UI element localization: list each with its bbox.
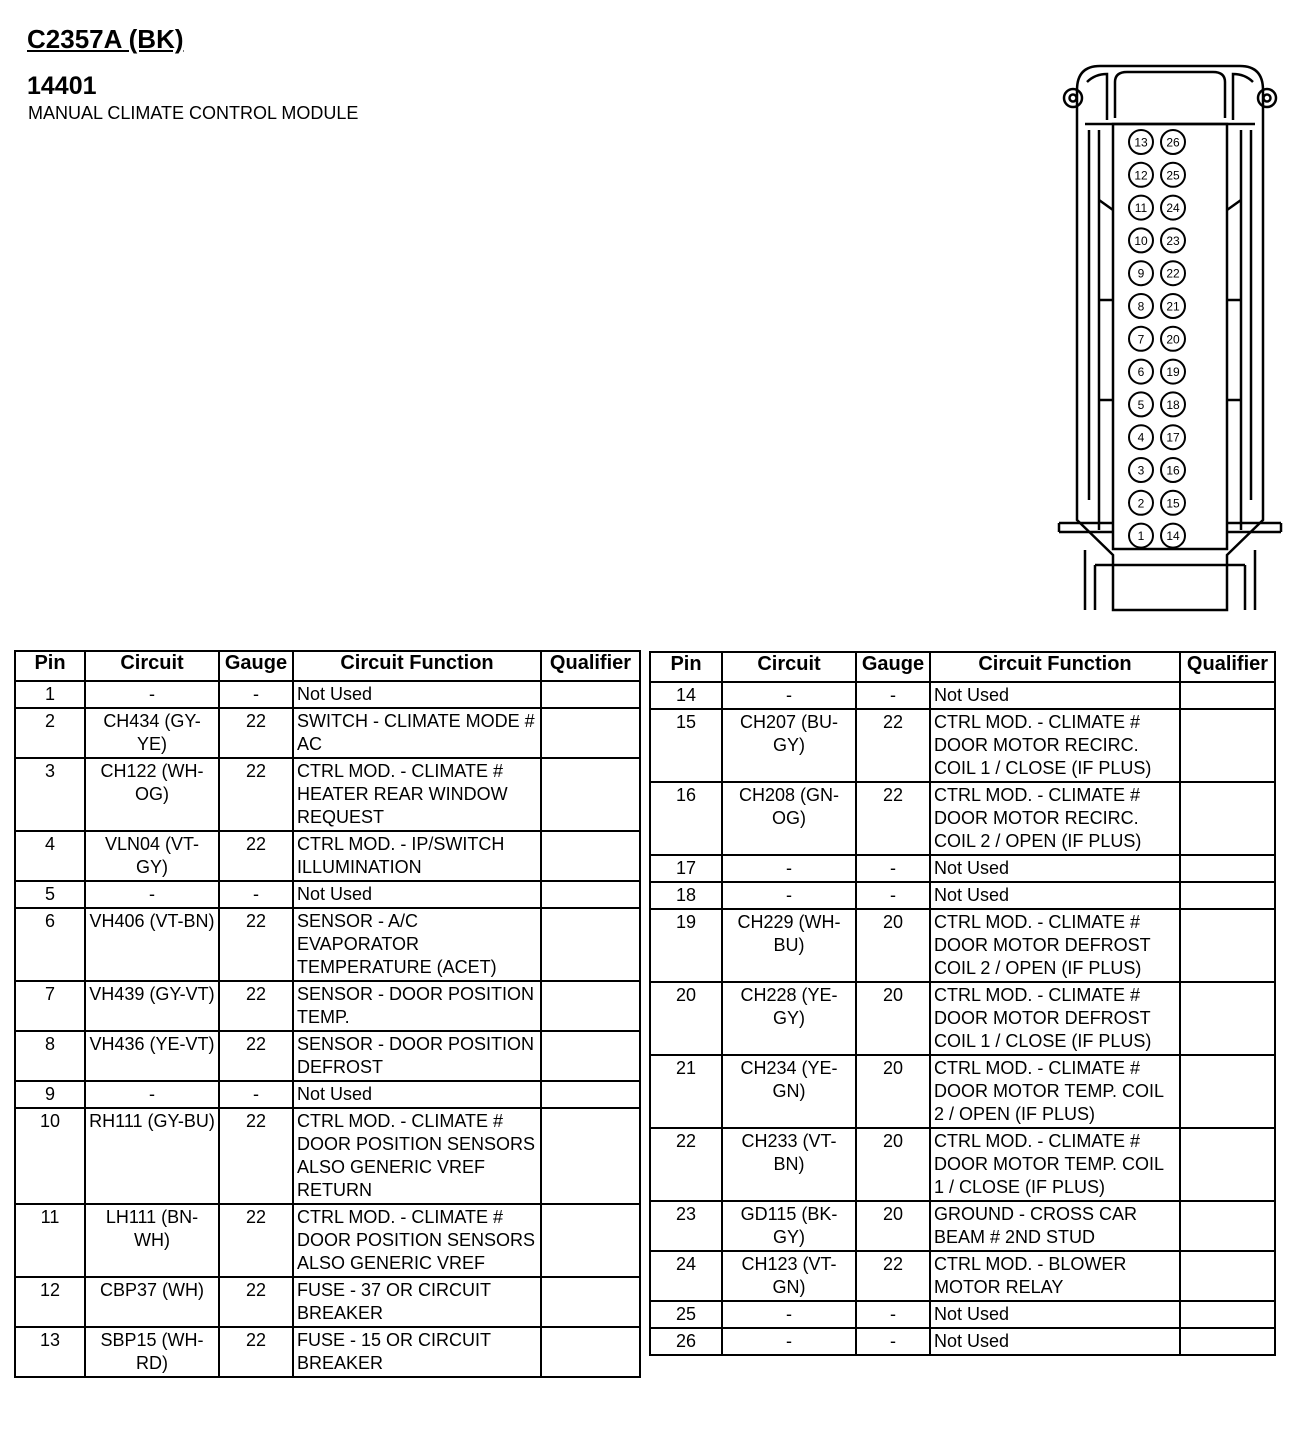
- header-circuit: Circuit: [85, 651, 219, 681]
- circuit-cell: RH111 (GY-BU): [85, 1108, 219, 1204]
- circuit-cell: LH111 (BN-WH): [85, 1204, 219, 1277]
- table-row: [650, 855, 1275, 882]
- pin-number-label: 19: [1166, 365, 1180, 380]
- pin-cell: 17: [650, 855, 722, 882]
- gauge-cell: 22: [219, 1031, 293, 1081]
- gauge-cell: -: [856, 1328, 930, 1355]
- pin-cell: 12: [15, 1277, 85, 1327]
- circuit-cell: CH229 (WH-BU): [722, 909, 856, 982]
- pin-number-label: 16: [1166, 463, 1180, 478]
- circuit-function-cell: Not Used: [293, 1081, 541, 1108]
- pin-cell: 5: [15, 881, 85, 908]
- circuit-function-cell: CTRL MOD. - BLOWER MOTOR RELAY: [930, 1251, 1180, 1301]
- circuit-cell: VH436 (YE-VT): [85, 1031, 219, 1081]
- circuit-function-cell: CTRL MOD. - CLIMATE # DOOR MOTOR DEFROST COIL 2 / OPEN (IF PLUS): [930, 909, 1180, 982]
- circuit-cell: VH406 (VT-BN): [85, 908, 219, 981]
- pin-number-label: 24: [1166, 201, 1180, 216]
- qualifier-cell: [1180, 1055, 1275, 1128]
- pin-cell: 16: [650, 782, 722, 855]
- qualifier-cell: [1180, 1128, 1275, 1201]
- pin-cell: 21: [650, 1055, 722, 1128]
- circuit-function-cell: FUSE - 15 OR CIRCUIT BREAKER: [293, 1327, 541, 1377]
- circuit-function-cell: Not Used: [930, 682, 1180, 709]
- circuit-cell: CH207 (BU-GY): [722, 709, 856, 782]
- pin-cell: 24: [650, 1251, 722, 1301]
- qualifier-cell: [541, 1204, 640, 1277]
- table-row: [650, 1055, 1275, 1128]
- table-row: [650, 782, 1275, 855]
- gauge-cell: 22: [856, 1251, 930, 1301]
- gauge-cell: 22: [219, 1108, 293, 1204]
- component-number: 14401: [27, 72, 97, 100]
- pin-cell: 3: [15, 758, 85, 831]
- header-gauge: Gauge: [219, 651, 293, 681]
- component-name: MANUAL CLIMATE CONTROL MODULE: [28, 103, 359, 123]
- pin-number-label: 15: [1166, 496, 1180, 511]
- table-row: [15, 1327, 640, 1377]
- circuit-cell: -: [722, 1301, 856, 1328]
- connector-face-diagram: [1055, 60, 1285, 615]
- qualifier-cell: [541, 881, 640, 908]
- circuit-function-cell: Not Used: [930, 1328, 1180, 1355]
- circuit-cell: SBP15 (WH-RD): [85, 1327, 219, 1377]
- gauge-cell: 22: [856, 782, 930, 855]
- table-row: [650, 709, 1275, 782]
- table-row: [650, 909, 1275, 982]
- pin-number-label: 25: [1166, 168, 1180, 183]
- pin-number-label: 12: [1134, 168, 1148, 183]
- pin-cell: 15: [650, 709, 722, 782]
- circuit-cell: -: [722, 682, 856, 709]
- pin-cell: 20: [650, 982, 722, 1055]
- pinout-table-right: [649, 651, 1276, 1356]
- qualifier-cell: [541, 1031, 640, 1081]
- pin-cell: 23: [650, 1201, 722, 1251]
- circuit-cell: CH123 (VT-GN): [722, 1251, 856, 1301]
- circuit-function-cell: CTRL MOD. - CLIMATE # HEATER REAR WINDOW REQUEST: [293, 758, 541, 831]
- gauge-cell: 20: [856, 909, 930, 982]
- gauge-cell: 20: [856, 1055, 930, 1128]
- circuit-cell: -: [85, 881, 219, 908]
- circuit-function-cell: Not Used: [293, 681, 541, 708]
- qualifier-cell: [541, 1327, 640, 1377]
- qualifier-cell: [541, 758, 640, 831]
- header-qualifier: Qualifier: [1180, 652, 1275, 682]
- circuit-cell: -: [722, 855, 856, 882]
- pin-holes: [1129, 130, 1185, 548]
- pin-cell: 25: [650, 1301, 722, 1328]
- circuit-cell: CH434 (GY-YE): [85, 708, 219, 758]
- table-row: [15, 681, 640, 708]
- gauge-cell: -: [219, 881, 293, 908]
- pin-cell: 7: [15, 981, 85, 1031]
- qualifier-cell: [1180, 1328, 1275, 1355]
- pin-number-label: 14: [1166, 529, 1180, 544]
- circuit-function-cell: CTRL MOD. - CLIMATE # DOOR MOTOR RECIRC. COIL 1 / CLOSE (IF PLUS): [930, 709, 1180, 782]
- connector-title: C2357A (BK): [27, 24, 184, 54]
- pin-cell: 4: [15, 831, 85, 881]
- circuit-function-cell: CTRL MOD. - CLIMATE # DOOR MOTOR TEMP. COIL 2 / OPEN (IF PLUS): [930, 1055, 1180, 1128]
- circuit-cell: -: [85, 681, 219, 708]
- pin-number-label: 20: [1166, 332, 1180, 347]
- gauge-cell: 22: [219, 831, 293, 881]
- pin-number-label: 6: [1137, 365, 1145, 380]
- circuit-function-cell: CTRL MOD. - CLIMATE # DOOR MOTOR TEMP. COIL 1 / CLOSE (IF PLUS): [930, 1128, 1180, 1201]
- gauge-cell: 22: [219, 708, 293, 758]
- gauge-cell: -: [219, 1081, 293, 1108]
- pin-number-label: 1: [1137, 529, 1145, 544]
- header-gauge: Gauge: [856, 652, 930, 682]
- gauge-cell: 22: [856, 709, 930, 782]
- pin-cell: 6: [15, 908, 85, 981]
- qualifier-cell: [541, 681, 640, 708]
- circuit-function-cell: SENSOR - A/C EVAPORATOR TEMPERATURE (ACET): [293, 908, 541, 981]
- qualifier-cell: [541, 1277, 640, 1327]
- table-row: [15, 908, 640, 981]
- table-row: [650, 682, 1275, 709]
- gauge-cell: -: [856, 855, 930, 882]
- pin-cell: 22: [650, 1128, 722, 1201]
- pin-cell: 18: [650, 882, 722, 909]
- pin-cell: 8: [15, 1031, 85, 1081]
- table-row: [15, 1081, 640, 1108]
- pin-number-label: 3: [1137, 463, 1145, 478]
- circuit-cell: -: [85, 1081, 219, 1108]
- table-row: [650, 882, 1275, 909]
- table-row: [15, 881, 640, 908]
- qualifier-cell: [541, 908, 640, 981]
- gauge-cell: 20: [856, 1201, 930, 1251]
- circuit-cell: CH234 (YE-GN): [722, 1055, 856, 1128]
- pin-cell: 2: [15, 708, 85, 758]
- table-row: [15, 831, 640, 881]
- circuit-function-cell: CTRL MOD. - CLIMATE # DOOR POSITION SENSORS ALSO GENERIC VREF RETURN: [293, 1108, 541, 1204]
- pin-cell: 14: [650, 682, 722, 709]
- qualifier-cell: [541, 831, 640, 881]
- circuit-cell: CH233 (VT-BN): [722, 1128, 856, 1201]
- qualifier-cell: [1180, 1251, 1275, 1301]
- table-row: [650, 1301, 1275, 1328]
- table-row: [650, 982, 1275, 1055]
- pin-cell: 19: [650, 909, 722, 982]
- circuit-function-cell: Not Used: [930, 855, 1180, 882]
- pin-number-label: 5: [1137, 397, 1145, 412]
- header-pin: Pin: [650, 652, 722, 682]
- gauge-cell: 22: [219, 1277, 293, 1327]
- circuit-function-cell: Not Used: [930, 882, 1180, 909]
- pin-number-label: 8: [1137, 299, 1145, 314]
- table-row: [15, 1277, 640, 1327]
- header-circuit: Circuit: [722, 652, 856, 682]
- circuit-function-cell: Not Used: [930, 1301, 1180, 1328]
- table-row: [15, 1108, 640, 1204]
- circuit-function-cell: SENSOR - DOOR POSITION DEFROST: [293, 1031, 541, 1081]
- table-row: [650, 1328, 1275, 1355]
- pin-cell: 13: [15, 1327, 85, 1377]
- pin-cell: 10: [15, 1108, 85, 1204]
- pin-cell: 1: [15, 681, 85, 708]
- gauge-cell: -: [219, 681, 293, 708]
- pin-number-label: 17: [1166, 430, 1180, 445]
- pin-number-label: 22: [1166, 266, 1180, 281]
- pin-number-label: 11: [1134, 201, 1148, 216]
- table-row: [15, 1204, 640, 1277]
- circuit-function-cell: SWITCH - CLIMATE MODE # AC: [293, 708, 541, 758]
- header-circuit-function: Circuit Function: [293, 651, 541, 681]
- gauge-cell: 22: [219, 1327, 293, 1377]
- table-row: [15, 758, 640, 831]
- qualifier-cell: [541, 1081, 640, 1108]
- circuit-cell: CH122 (WH-OG): [85, 758, 219, 831]
- circuit-function-cell: Not Used: [293, 881, 541, 908]
- qualifier-cell: [1180, 709, 1275, 782]
- pin-number-label: 18: [1166, 397, 1180, 412]
- qualifier-cell: [1180, 855, 1275, 882]
- pin-number-label: 21: [1166, 299, 1180, 314]
- table-row: [15, 1031, 640, 1081]
- circuit-cell: GD115 (BK-GY): [722, 1201, 856, 1251]
- qualifier-cell: [1180, 909, 1275, 982]
- pin-cell: 11: [15, 1204, 85, 1277]
- table-row: [650, 1251, 1275, 1301]
- header-pin: Pin: [15, 651, 85, 681]
- table-header-row: [15, 651, 640, 681]
- pin-number-label: 10: [1134, 233, 1148, 248]
- circuit-cell: CH208 (GN-OG): [722, 782, 856, 855]
- pin-number-label: 26: [1166, 135, 1180, 150]
- circuit-cell: CBP37 (WH): [85, 1277, 219, 1327]
- gauge-cell: 22: [219, 758, 293, 831]
- circuit-cell: CH228 (YE-GY): [722, 982, 856, 1055]
- qualifier-cell: [541, 708, 640, 758]
- circuit-function-cell: CTRL MOD. - CLIMATE # DOOR MOTOR RECIRC. COIL 2 / OPEN (IF PLUS): [930, 782, 1180, 855]
- pin-number-label: 23: [1166, 233, 1180, 248]
- gauge-cell: 20: [856, 1128, 930, 1201]
- circuit-cell: VLN04 (VT-GY): [85, 831, 219, 881]
- gauge-cell: 22: [219, 908, 293, 981]
- pin-cell: 26: [650, 1328, 722, 1355]
- circuit-function-cell: CTRL MOD. - IP/SWITCH ILLUMINATION: [293, 831, 541, 881]
- pin-number-label: 13: [1134, 135, 1148, 150]
- gauge-cell: -: [856, 882, 930, 909]
- pin-number-label: 2: [1137, 496, 1145, 511]
- qualifier-cell: [541, 981, 640, 1031]
- circuit-function-cell: FUSE - 37 OR CIRCUIT BREAKER: [293, 1277, 541, 1327]
- circuit-function-cell: CTRL MOD. - CLIMATE # DOOR POSITION SENSORS ALSO GENERIC VREF: [293, 1204, 541, 1277]
- header-circuit-function: Circuit Function: [930, 652, 1180, 682]
- qualifier-cell: [1180, 682, 1275, 709]
- qualifier-cell: [541, 1108, 640, 1204]
- gauge-cell: 20: [856, 982, 930, 1055]
- gauge-cell: -: [856, 682, 930, 709]
- gauge-cell: -: [856, 1301, 930, 1328]
- qualifier-cell: [1180, 882, 1275, 909]
- table-row: [15, 981, 640, 1031]
- gauge-cell: 22: [219, 981, 293, 1031]
- circuit-function-cell: CTRL MOD. - CLIMATE # DOOR MOTOR DEFROST COIL 1 / CLOSE (IF PLUS): [930, 982, 1180, 1055]
- pinout-table-left: [14, 650, 641, 1378]
- qualifier-cell: [1180, 982, 1275, 1055]
- qualifier-cell: [1180, 1301, 1275, 1328]
- table-header-row: [650, 652, 1275, 682]
- pin-number-label: 9: [1137, 266, 1145, 281]
- pin-number-label: 4: [1137, 430, 1145, 445]
- circuit-function-cell: SENSOR - DOOR POSITION TEMP.: [293, 981, 541, 1031]
- table-row: [15, 708, 640, 758]
- gauge-cell: 22: [219, 1204, 293, 1277]
- table-row: [650, 1128, 1275, 1201]
- circuit-cell: VH439 (GY-VT): [85, 981, 219, 1031]
- table-row: [650, 1201, 1275, 1251]
- pin-cell: 9: [15, 1081, 85, 1108]
- circuit-cell: -: [722, 882, 856, 909]
- header-qualifier: Qualifier: [541, 651, 640, 681]
- circuit-cell: -: [722, 1328, 856, 1355]
- qualifier-cell: [1180, 1201, 1275, 1251]
- qualifier-cell: [1180, 782, 1275, 855]
- pin-number-label: 7: [1137, 332, 1145, 347]
- circuit-function-cell: GROUND - CROSS CAR BEAM # 2ND STUD: [930, 1201, 1180, 1251]
